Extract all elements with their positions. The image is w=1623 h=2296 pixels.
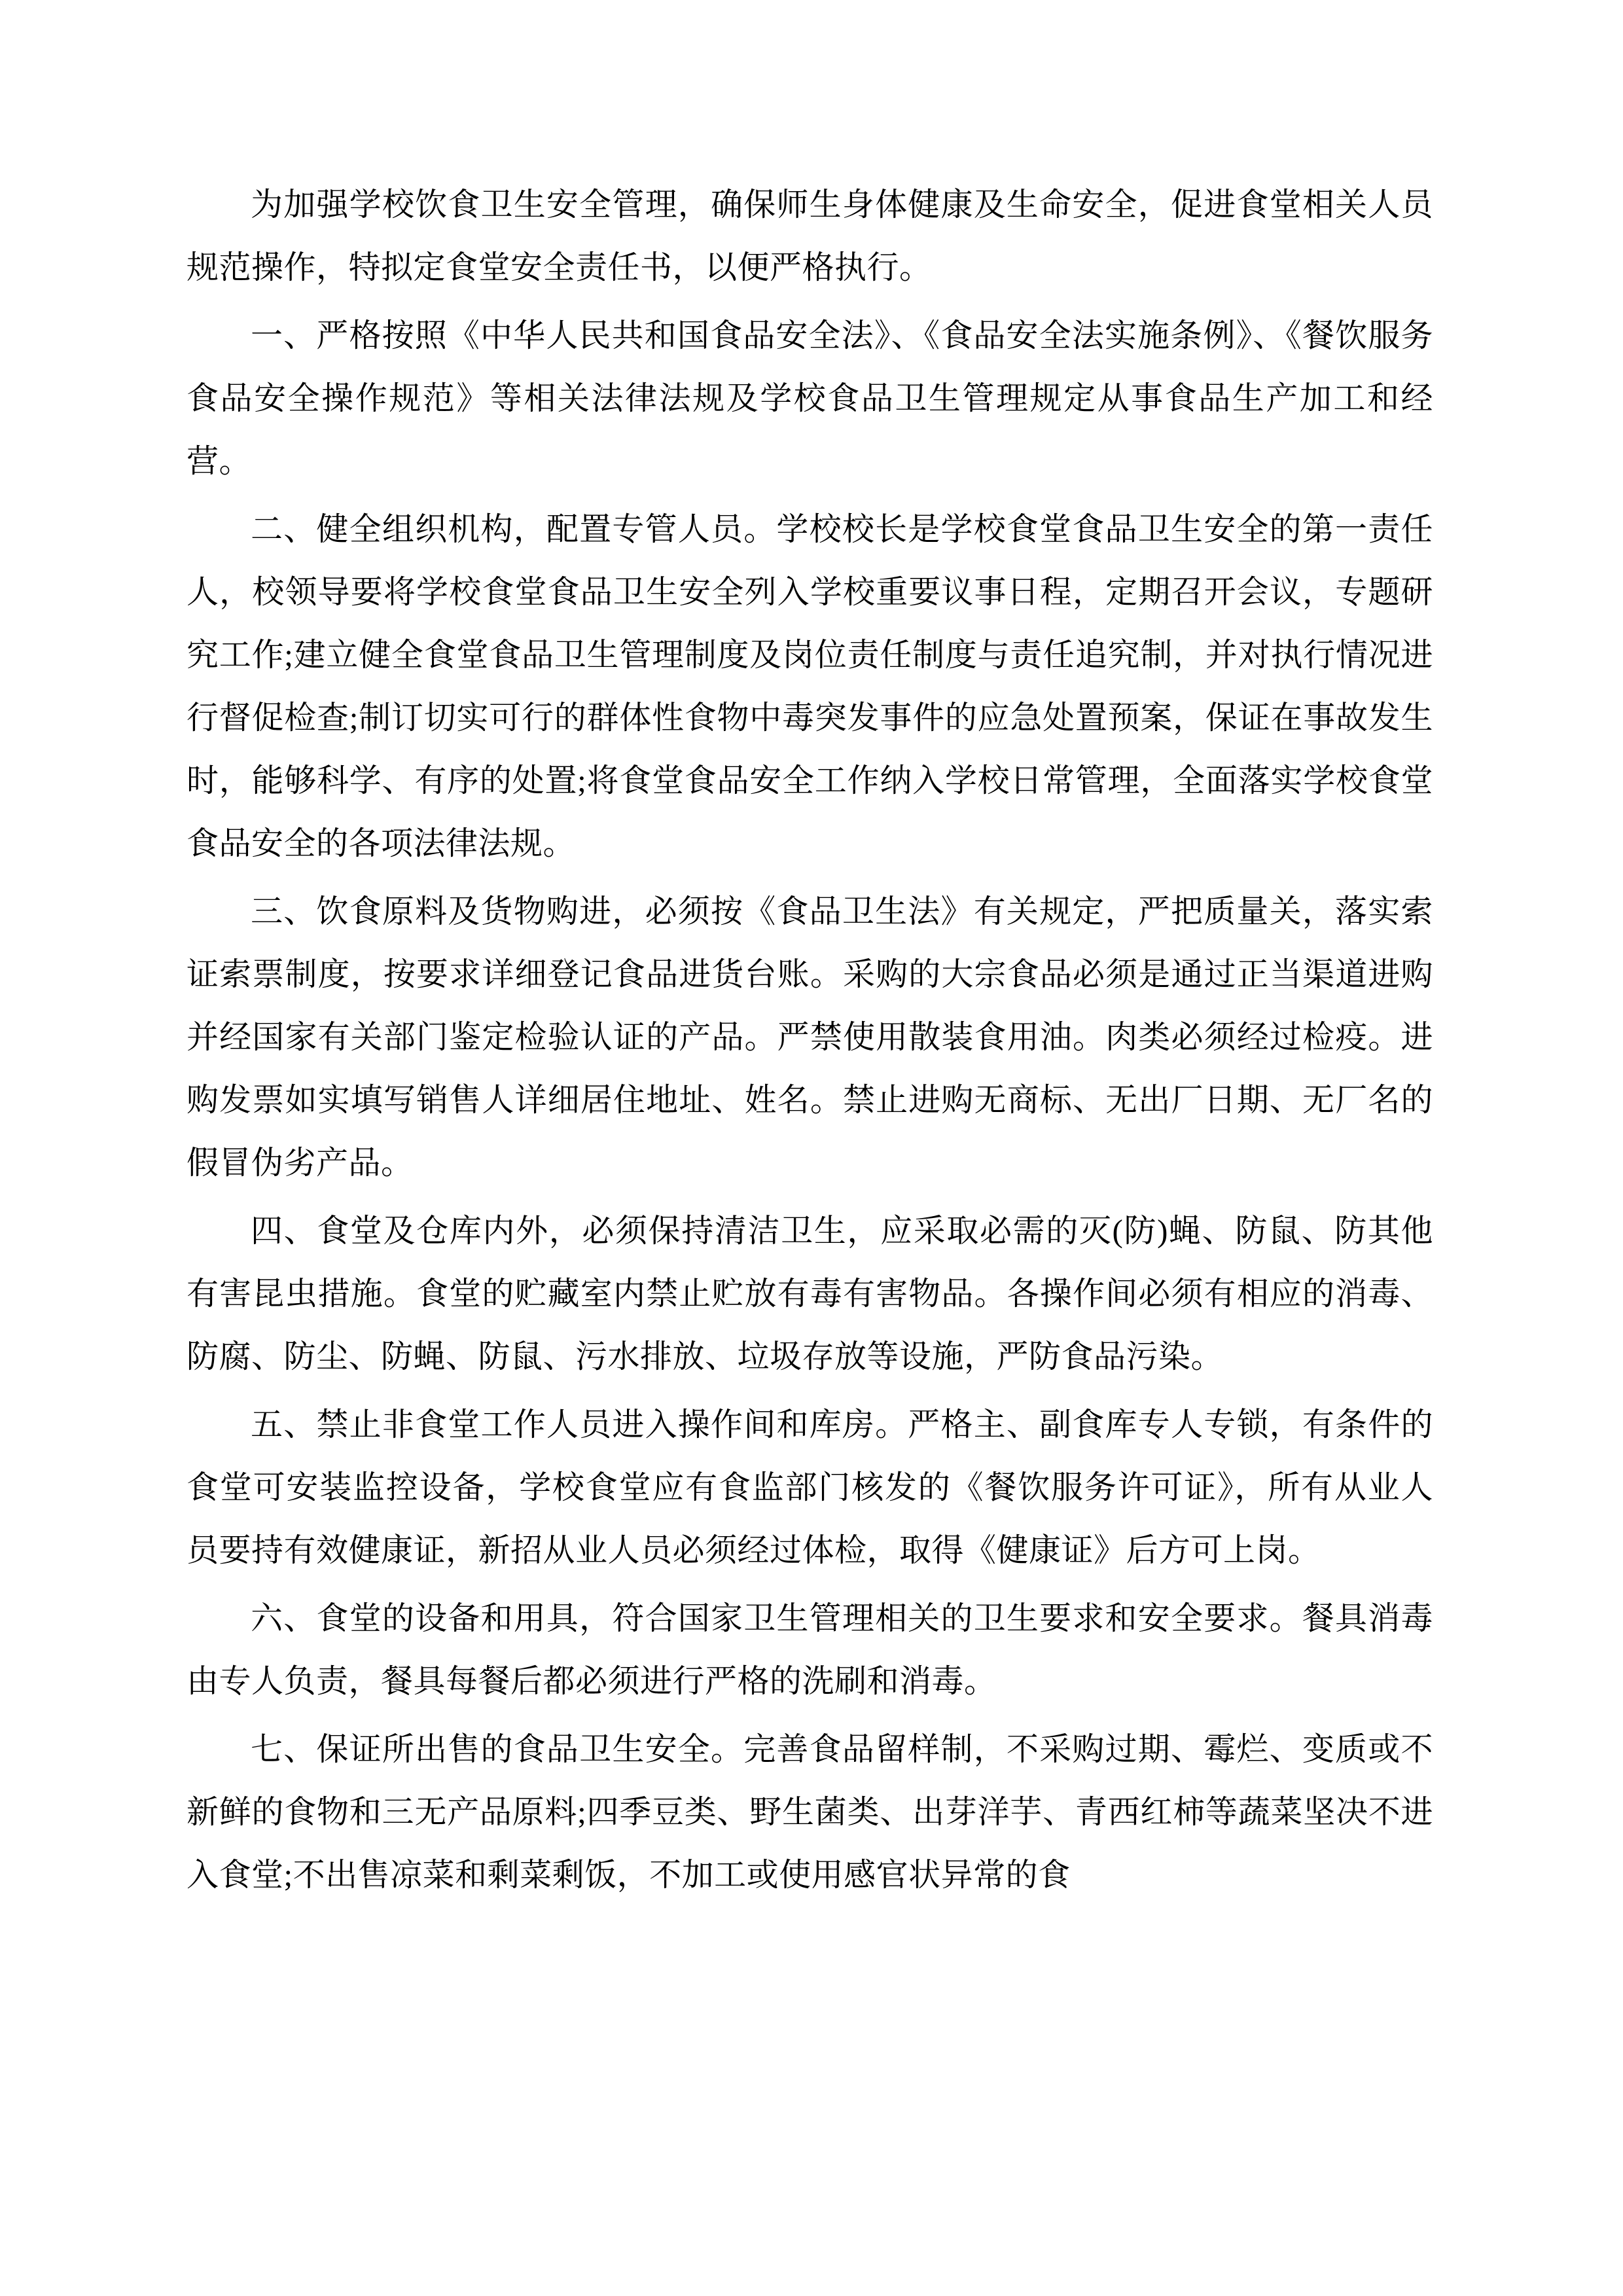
paragraph-clause-5: 五、禁止非食堂工作人员进入操作间和库房。严格主、副食库专人专锁，有条件的食堂可安装监控设备，学校食堂应有食监部门核发的《餐饮服务许可证》，所有从业人员要持有效健康证，新招从业人员必须经过体检，取得《健康证》后方可上岗。 (187, 1407, 1433, 1568)
paragraph-clause-1: 一、严格按照《中华人民共和国食品安全法》、《食品安全法实施条例》、《餐饮服务食品安全操作规范》等相关法律法规及学校食品卫生管理规定从事食品生产加工和经营。 (187, 317, 1433, 479)
paragraph-clause-4: 四、食堂及仓库内外，必须保持清洁卫生，应采取必需的灭(防)蝇、防鼠、防其他有害昆虫措施。食堂的贮藏室内禁止贮放有毒有害物品。各操作间必须有相应的消毒、防腐、防尘、防蝇、防鼠、污水排放、垃圾存放等设施，严防食品污染。 (187, 1213, 1433, 1374)
paragraph-clause-2: 二、健全组织机构，配置专管人员。学校校长是学校食堂食品卫生安全的第一责任人，校领导要将学校食堂食品卫生安全列入学校重要议事日程，定期召开会议，专题研究工作;建立健全食堂食品卫生管理制度及岗位责任制度与责任追究制，并对执行情况进行督促检查;制订切实可行的群体性食物中毒突发事件的应急处置预案，保证在事故发生时，能够科学、有序的处置;将食堂食品安全工作纳入学校日常管理，全面落实学校食堂食品安全的各项法律法规。 (187, 511, 1433, 861)
paragraph-clause-6: 六、食堂的设备和用具，符合国家卫生管理相关的卫生要求和安全要求。餐具消毒由专人负责，餐具每餐后都必须进行严格的洗刷和消毒。 (187, 1600, 1433, 1699)
paragraph-intro: 为加强学校饮食卫生安全管理，确保师生身体健康及生命安全，促进食堂相关人员规范操作，特拟定食堂安全责任书，以便严格执行。 (187, 187, 1433, 285)
paragraph-clause-7: 七、保证所出售的食品卫生安全。完善食品留样制，不采购过期、霉烂、变质或不新鲜的食物和三无产品原料;四季豆类、野生菌类、出芽洋芋、青西红柿等蔬菜坚决不进入食堂;不出售凉菜和剩菜剩饭，不加工或使用感官状异常的食 (187, 1731, 1433, 1893)
paragraph-clause-3: 三、饮食原料及货物购进，必须按《食品卫生法》有关规定，严把质量关，落实索证索票制度，按要求详细登记食品进货台账。采购的大宗食品必须是通过正当渠道进购并经国家有关部门鉴定检验认证的产品。严禁使用散装食用油。肉类必须经过检疫。进购发票如实填写销售人详细居住地址、姓名。禁止进购无商标、无出厂日期、无厂名的假冒伪劣产品。 (187, 893, 1433, 1181)
document-body (187, 173, 1433, 1912)
